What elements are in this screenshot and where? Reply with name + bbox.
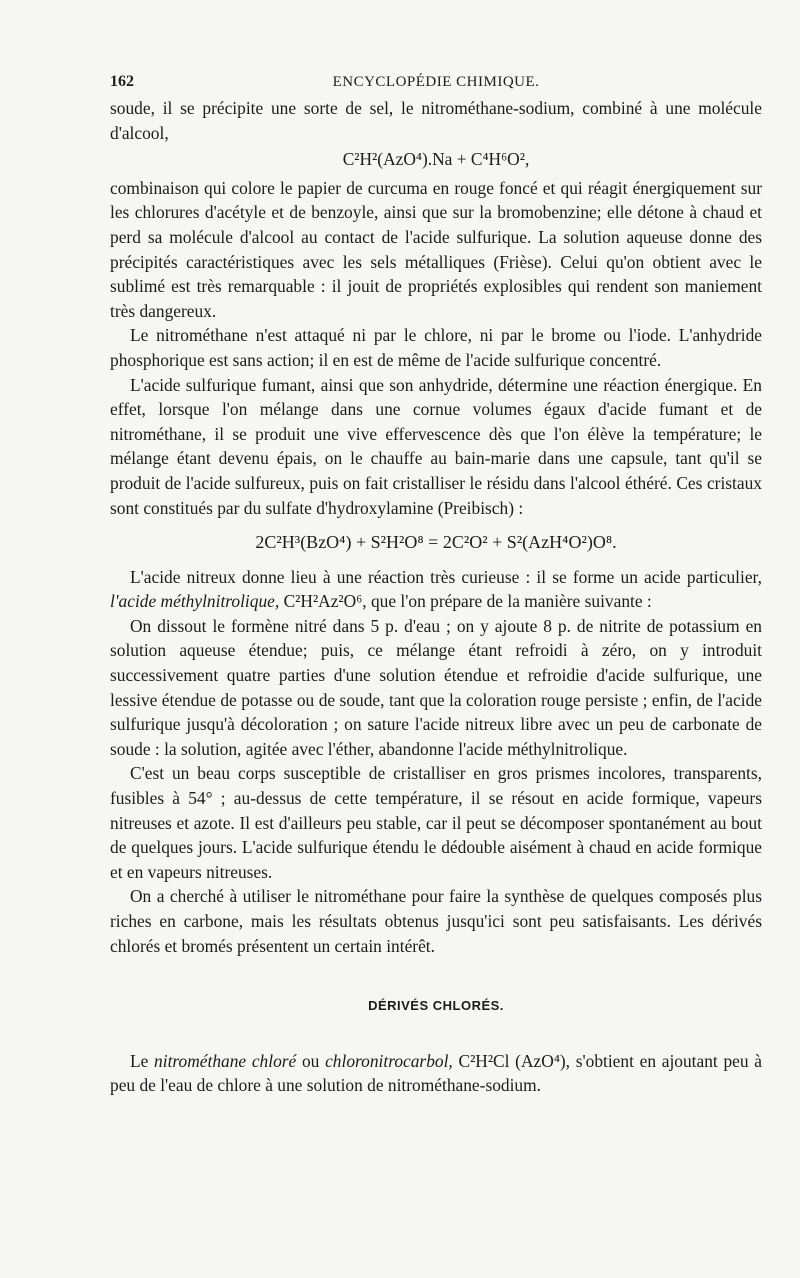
paragraph-5-text-b: C²H²Az²O⁶, que l'on prépare de la manière suivante :	[279, 591, 652, 612]
paragraph-4: L'acide sulfurique fumant, ainsi que son anhydride, détermine une réaction énergique. En effet, lorsque l'on mélange dans une cornue volumes égaux d'acide fumant et de nitrométhane, il se produit une vive effervescence dès que l'on élève la température; le mélange étant devenu épais, on le chauffe au bain-marie dans une capsule, tant qu'il se produit de l'acide sulfureux, puis on fait cristalliser le résidu dans l'alcool éthéré. Ces cristaux sont constitués par du sulfate d'hydroxylamine (Preibisch) :	[110, 374, 762, 518]
running-title: ENCYCLOPÉDIE CHIMIQUE.	[332, 74, 540, 90]
formula-1: C²H²(AzO⁴).Na + C⁴H⁶O²,	[342, 149, 530, 170]
page-number: 162	[110, 73, 134, 90]
compound-name-emphasis-1: nitrométhane chloré	[154, 1050, 297, 1071]
paragraph-6: On dissout le formène nitré dans 5 p. d'eau ; on y ajoute 8 p. de nitrite de potassium en solution aqueuse étendue; puis, ce mélange étant refroidi à zéro, on y introduit successivement quatre parties d'une solution étendue et refroidie d'acide sulfurique, une lessive étendue de potasse ou de soude, tant que la coloration rouge persiste ; enfin, de l'acide sulfurique jusqu'à décoloration ; on sature l'acide nitreux libre avec un peu de carbonate de soude : la solution, agitée avec l'éther, abandonne l'acide méthylnitrolique.	[110, 615, 762, 759]
paragraph-9	[110, 1049, 762, 1098]
acid-name-emphasis: l'acide méthylnitrolique,	[110, 591, 280, 612]
compound-name-emphasis-2: chloronitrocarbol,	[325, 1050, 453, 1071]
paragraph-1: soude, il se précipite une sorte de sel, le nitrométhane-sodium, combiné à une molécule d'alcool,	[110, 98, 762, 143]
page-header	[110, 70, 762, 92]
paragraph-5	[110, 565, 762, 614]
formula-2: 2C²H³(BzO⁴) + S²H²O⁸ = 2C²O² + S²(AzH⁴O²)O⁸.	[255, 532, 617, 553]
paragraph-5-text-a: L'acide nitreux donne lieu à une réaction très curieuse : il se forme un acide particulier,	[130, 566, 762, 587]
paragraph-3: Le nitrométhane n'est attaqué ni par le chlore, ni par le brome ou l'iode. L'anhydride phosphorique est sans action; il en est de même de l'acide sulfurique concentré.	[110, 325, 762, 370]
paragraph-9-text-b: C²H²Cl (AzO⁴), s'obtient en ajoutant peu à peu de l'eau de chlore à une solution de nitrométhane-sodium.	[110, 1050, 762, 1096]
paragraph-9-text-a: Le	[130, 1050, 155, 1071]
paragraph-7: C'est un beau corps susceptible de cristalliser en gros prismes incolores, transparents, fusibles à 54° ; au-dessus de cette température, il se résout en acide formique, vapeurs nitreuses et azote. Il est d'ailleurs peu stable, car il peut se décomposer spontanément au bout de quelques jours. L'acide sulfurique étendu le dédouble aisément à chaud en acide formique et en vapeurs nitreuses.	[110, 763, 762, 882]
section-heading: DÉRIVÉS CHLORÉS.	[368, 998, 504, 1014]
paragraph-9-text-mid: ou	[296, 1050, 326, 1071]
paragraph-2: combinaison qui colore le papier de curcuma en rouge foncé et qui réagit énergiquement sur les chlorures d'acétyle et de benzoyle, ainsi que sur la bromobenzine; elle détone à chaud et perd sa molécule d'alcool au contact de l'acide sulfurique. La solution aqueuse donne des précipités caractéristiques avec les sels métalliques (Frièse). Celui qu'on obtient avec le sublimé est très remarquable : il jouit de propriétés explosibles qui rendent son maniement très dangereux.	[110, 177, 762, 321]
paragraph-8: On a cherché à utiliser le nitrométhane pour faire la synthèse de quelques composés plus riches en carbone, mais les résultats obtenus jusqu'ici sont peu satisfaisants. Les dérivés chlorés et bromés présentent un certain intérêt.	[110, 886, 762, 956]
document-page	[110, 70, 762, 1098]
